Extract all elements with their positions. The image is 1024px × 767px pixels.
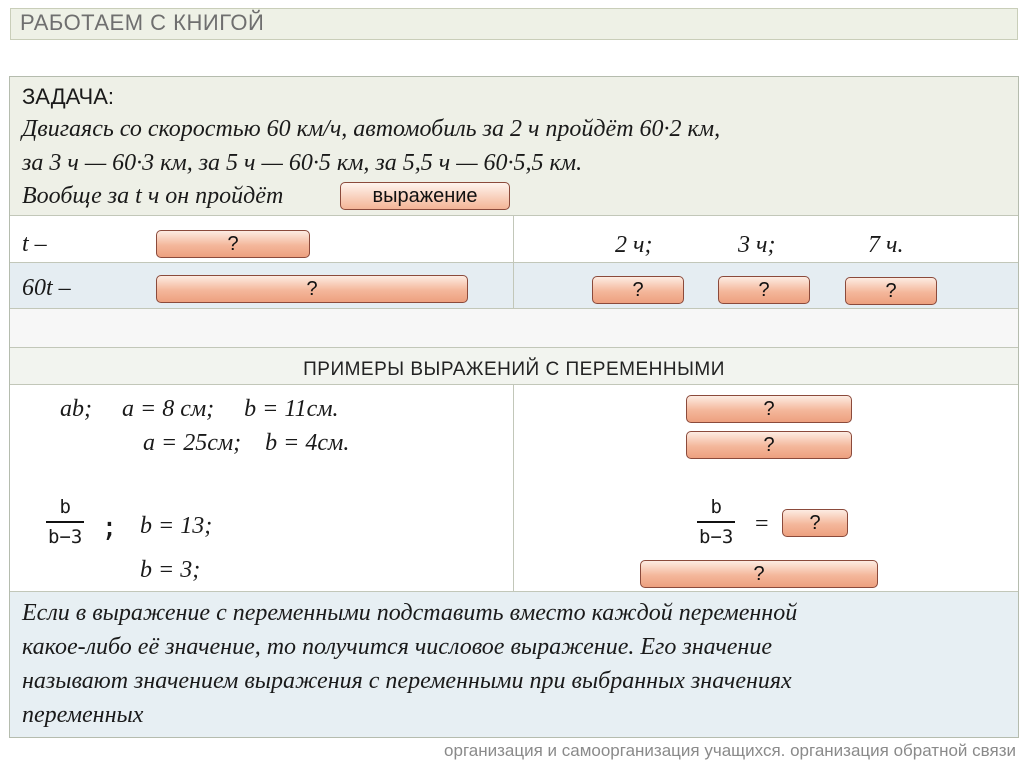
fraction-b-over-b-minus-3	[46, 496, 84, 548]
fraction-denominator: b−3	[48, 526, 83, 548]
fraction-numerator: b	[710, 496, 722, 518]
example-ab-line-1: ab; a = 8 см; b = 11см.	[60, 396, 339, 422]
example-ab-answer-2[interactable]: ?	[686, 431, 852, 459]
t-value-3h: 3 ч;	[738, 232, 776, 258]
fraction-bar	[46, 521, 84, 523]
60t-answer-2h[interactable]: ?	[592, 276, 684, 304]
task-line-1: Двигаясь со скоростью 60 км/ч, автомобиль за 2 ч пройдёт 60·2 км,	[22, 116, 721, 142]
task-heading: ЗАДАЧА:	[22, 84, 114, 109]
60t-label: 60t –	[22, 275, 71, 301]
column-divider	[513, 385, 514, 591]
empty-row	[10, 309, 1018, 348]
t-value-2h: 2 ч;	[615, 232, 653, 258]
fraction-bar	[697, 521, 735, 523]
definition-line-2: какое-либо её значение, то получится числовое выражение. Его значение	[22, 634, 772, 660]
60t-answer-7h[interactable]: ?	[845, 277, 937, 305]
t-value-7h: 7 ч.	[868, 232, 904, 258]
example-b-3: b = 3;	[140, 557, 201, 583]
fraction-answer-b3[interactable]: ?	[640, 560, 878, 588]
footer-caption: организация и самоорганизация учащихся. организация обратной связи	[444, 741, 1016, 760]
60t-answer-3h[interactable]: ?	[718, 276, 810, 304]
fraction-b-over-b-minus-3-right	[697, 496, 735, 548]
examples-title: ПРИМЕРЫ ВЫРАЖЕНИЙ С ПЕРЕМЕННЫМИ	[303, 359, 725, 380]
t-answer-button[interactable]: ?	[156, 230, 310, 258]
fraction-numerator: b	[59, 496, 71, 518]
task-line-3: Вообще за t ч он пройдёт	[22, 183, 284, 209]
fraction-semicolon: ;	[101, 510, 118, 543]
example-ab-answer-1[interactable]: ?	[686, 395, 852, 423]
60t-answer-button[interactable]: ?	[156, 275, 468, 303]
t-label: t –	[22, 231, 47, 257]
page-title: РАБОТАЕМ С КНИГОЙ	[20, 10, 265, 35]
expression-button[interactable]: выражение	[340, 182, 510, 210]
definition-line-4: переменных	[22, 702, 144, 728]
definition-line-3: называют значением выражения с переменными при выбранных значениях	[22, 668, 792, 694]
definition-line-1: Если в выражение с переменными подставить вместо каждой переменной	[22, 600, 798, 626]
column-divider	[513, 216, 514, 308]
fraction-denominator: b−3	[699, 526, 734, 548]
equals-sign: =	[755, 511, 769, 537]
task-line-2: за 3 ч — 60·3 км, за 5 ч — 60·5 км, за 5,5 ч — 60·5,5 км.	[22, 150, 583, 176]
example-ab-line-2: a = 25см; b = 4см.	[143, 430, 350, 456]
fraction-answer-b13[interactable]: ?	[782, 509, 848, 537]
example-b-13: b = 13;	[140, 513, 213, 539]
